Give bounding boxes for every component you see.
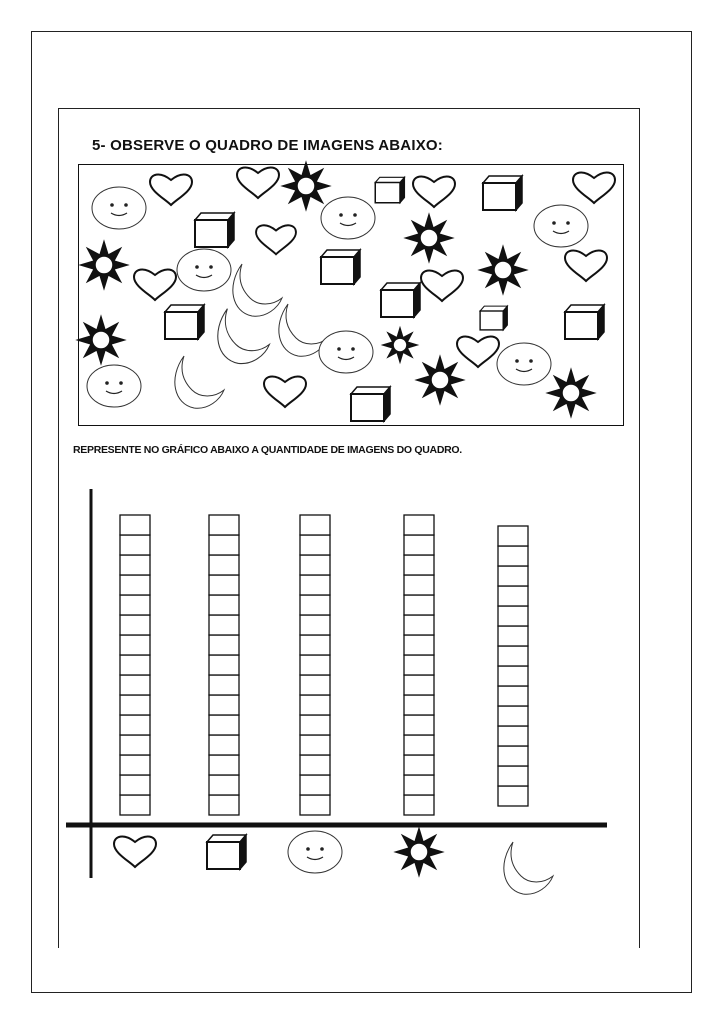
graph-cell[interactable] (209, 635, 239, 655)
graph-cell[interactable] (120, 655, 150, 675)
axis-sun-icon (395, 828, 443, 876)
graph-cell[interactable] (209, 615, 239, 635)
graph-cell[interactable] (120, 615, 150, 635)
graph-cell[interactable] (300, 635, 330, 655)
graph-cell[interactable] (300, 575, 330, 595)
graph-cell[interactable] (300, 775, 330, 795)
graph-cell[interactable] (404, 775, 434, 795)
graph-cell[interactable] (120, 775, 150, 795)
graph-cell[interactable] (300, 535, 330, 555)
graph-cell[interactable] (404, 695, 434, 715)
graph-cell[interactable] (404, 675, 434, 695)
graph-cell[interactable] (300, 695, 330, 715)
graph-cell[interactable] (120, 595, 150, 615)
graph-cell[interactable] (209, 735, 239, 755)
graph-cell[interactable] (404, 735, 434, 755)
instruction-text: REPRESENTE NO GRÁFICO ABAIXO A QUANTIDADE DE IMAGENS DO QUADRO. (73, 444, 462, 456)
axis-heart-icon (114, 836, 156, 867)
graph-column-heart (120, 515, 150, 815)
graph-cell[interactable] (209, 595, 239, 615)
graph-cell[interactable] (404, 555, 434, 575)
graph-cell[interactable] (120, 515, 150, 535)
graph-cell[interactable] (120, 575, 150, 595)
graph-cell[interactable] (498, 586, 528, 606)
graph-cell[interactable] (300, 755, 330, 775)
graph-cell[interactable] (120, 715, 150, 735)
graph-cell[interactable] (498, 606, 528, 626)
graph-cell[interactable] (209, 515, 239, 535)
graph-cell[interactable] (209, 775, 239, 795)
graph-cell[interactable] (209, 715, 239, 735)
graph-cell[interactable] (300, 735, 330, 755)
graph-cell[interactable] (498, 746, 528, 766)
graph-cell[interactable] (120, 755, 150, 775)
graph-column-sun (404, 515, 434, 815)
graph-cell[interactable] (300, 655, 330, 675)
graph-cell[interactable] (404, 595, 434, 615)
graph-cell[interactable] (498, 706, 528, 726)
graph-cell[interactable] (120, 535, 150, 555)
graph-cell[interactable] (209, 535, 239, 555)
graph-column-cube (209, 515, 239, 815)
graph-cell[interactable] (404, 535, 434, 555)
graph-cell[interactable] (498, 666, 528, 686)
graph-cell[interactable] (404, 715, 434, 735)
graph-cell[interactable] (300, 515, 330, 535)
graph-cell[interactable] (404, 795, 434, 815)
graph-cell[interactable] (404, 635, 434, 655)
exercise-title: 5- OBSERVE O QUADRO DE IMAGENS ABAIXO: (92, 137, 443, 154)
graph-cell[interactable] (120, 675, 150, 695)
graph-cell[interactable] (209, 555, 239, 575)
graph-cell[interactable] (404, 575, 434, 595)
graph-cell[interactable] (209, 795, 239, 815)
graph-cell[interactable] (498, 546, 528, 566)
axis-smiley-icon (288, 831, 342, 873)
graph-cell[interactable] (498, 526, 528, 546)
graph-cell[interactable] (498, 686, 528, 706)
axis-moon-icon (504, 842, 553, 894)
graph-cell[interactable] (498, 626, 528, 646)
graph-cell[interactable] (404, 655, 434, 675)
graph-cell[interactable] (300, 555, 330, 575)
graph-cell[interactable] (498, 646, 528, 666)
graph-cell[interactable] (209, 675, 239, 695)
graph-cell[interactable] (209, 755, 239, 775)
graph-cell[interactable] (300, 795, 330, 815)
graph-cell[interactable] (404, 615, 434, 635)
graph-cell[interactable] (209, 575, 239, 595)
graph-cell[interactable] (300, 595, 330, 615)
graph-cell[interactable] (498, 566, 528, 586)
axis-cube-icon (207, 835, 246, 869)
graph-cell[interactable] (209, 695, 239, 715)
graph-cell[interactable] (498, 786, 528, 806)
graph-cell[interactable] (300, 715, 330, 735)
graph-cell[interactable] (120, 555, 150, 575)
graph-cell[interactable] (498, 766, 528, 786)
graph-cell[interactable] (300, 675, 330, 695)
graph-cell[interactable] (120, 735, 150, 755)
graph-cell[interactable] (300, 615, 330, 635)
graph-cell[interactable] (404, 755, 434, 775)
graph-cell[interactable] (404, 515, 434, 535)
graph-cell[interactable] (209, 655, 239, 675)
graph-column-smiley (300, 515, 330, 815)
graph-cell[interactable] (120, 635, 150, 655)
graph-cell[interactable] (120, 695, 150, 715)
graph-cell[interactable] (120, 795, 150, 815)
graph-column-moon (498, 526, 528, 806)
graph-cell[interactable] (498, 726, 528, 746)
